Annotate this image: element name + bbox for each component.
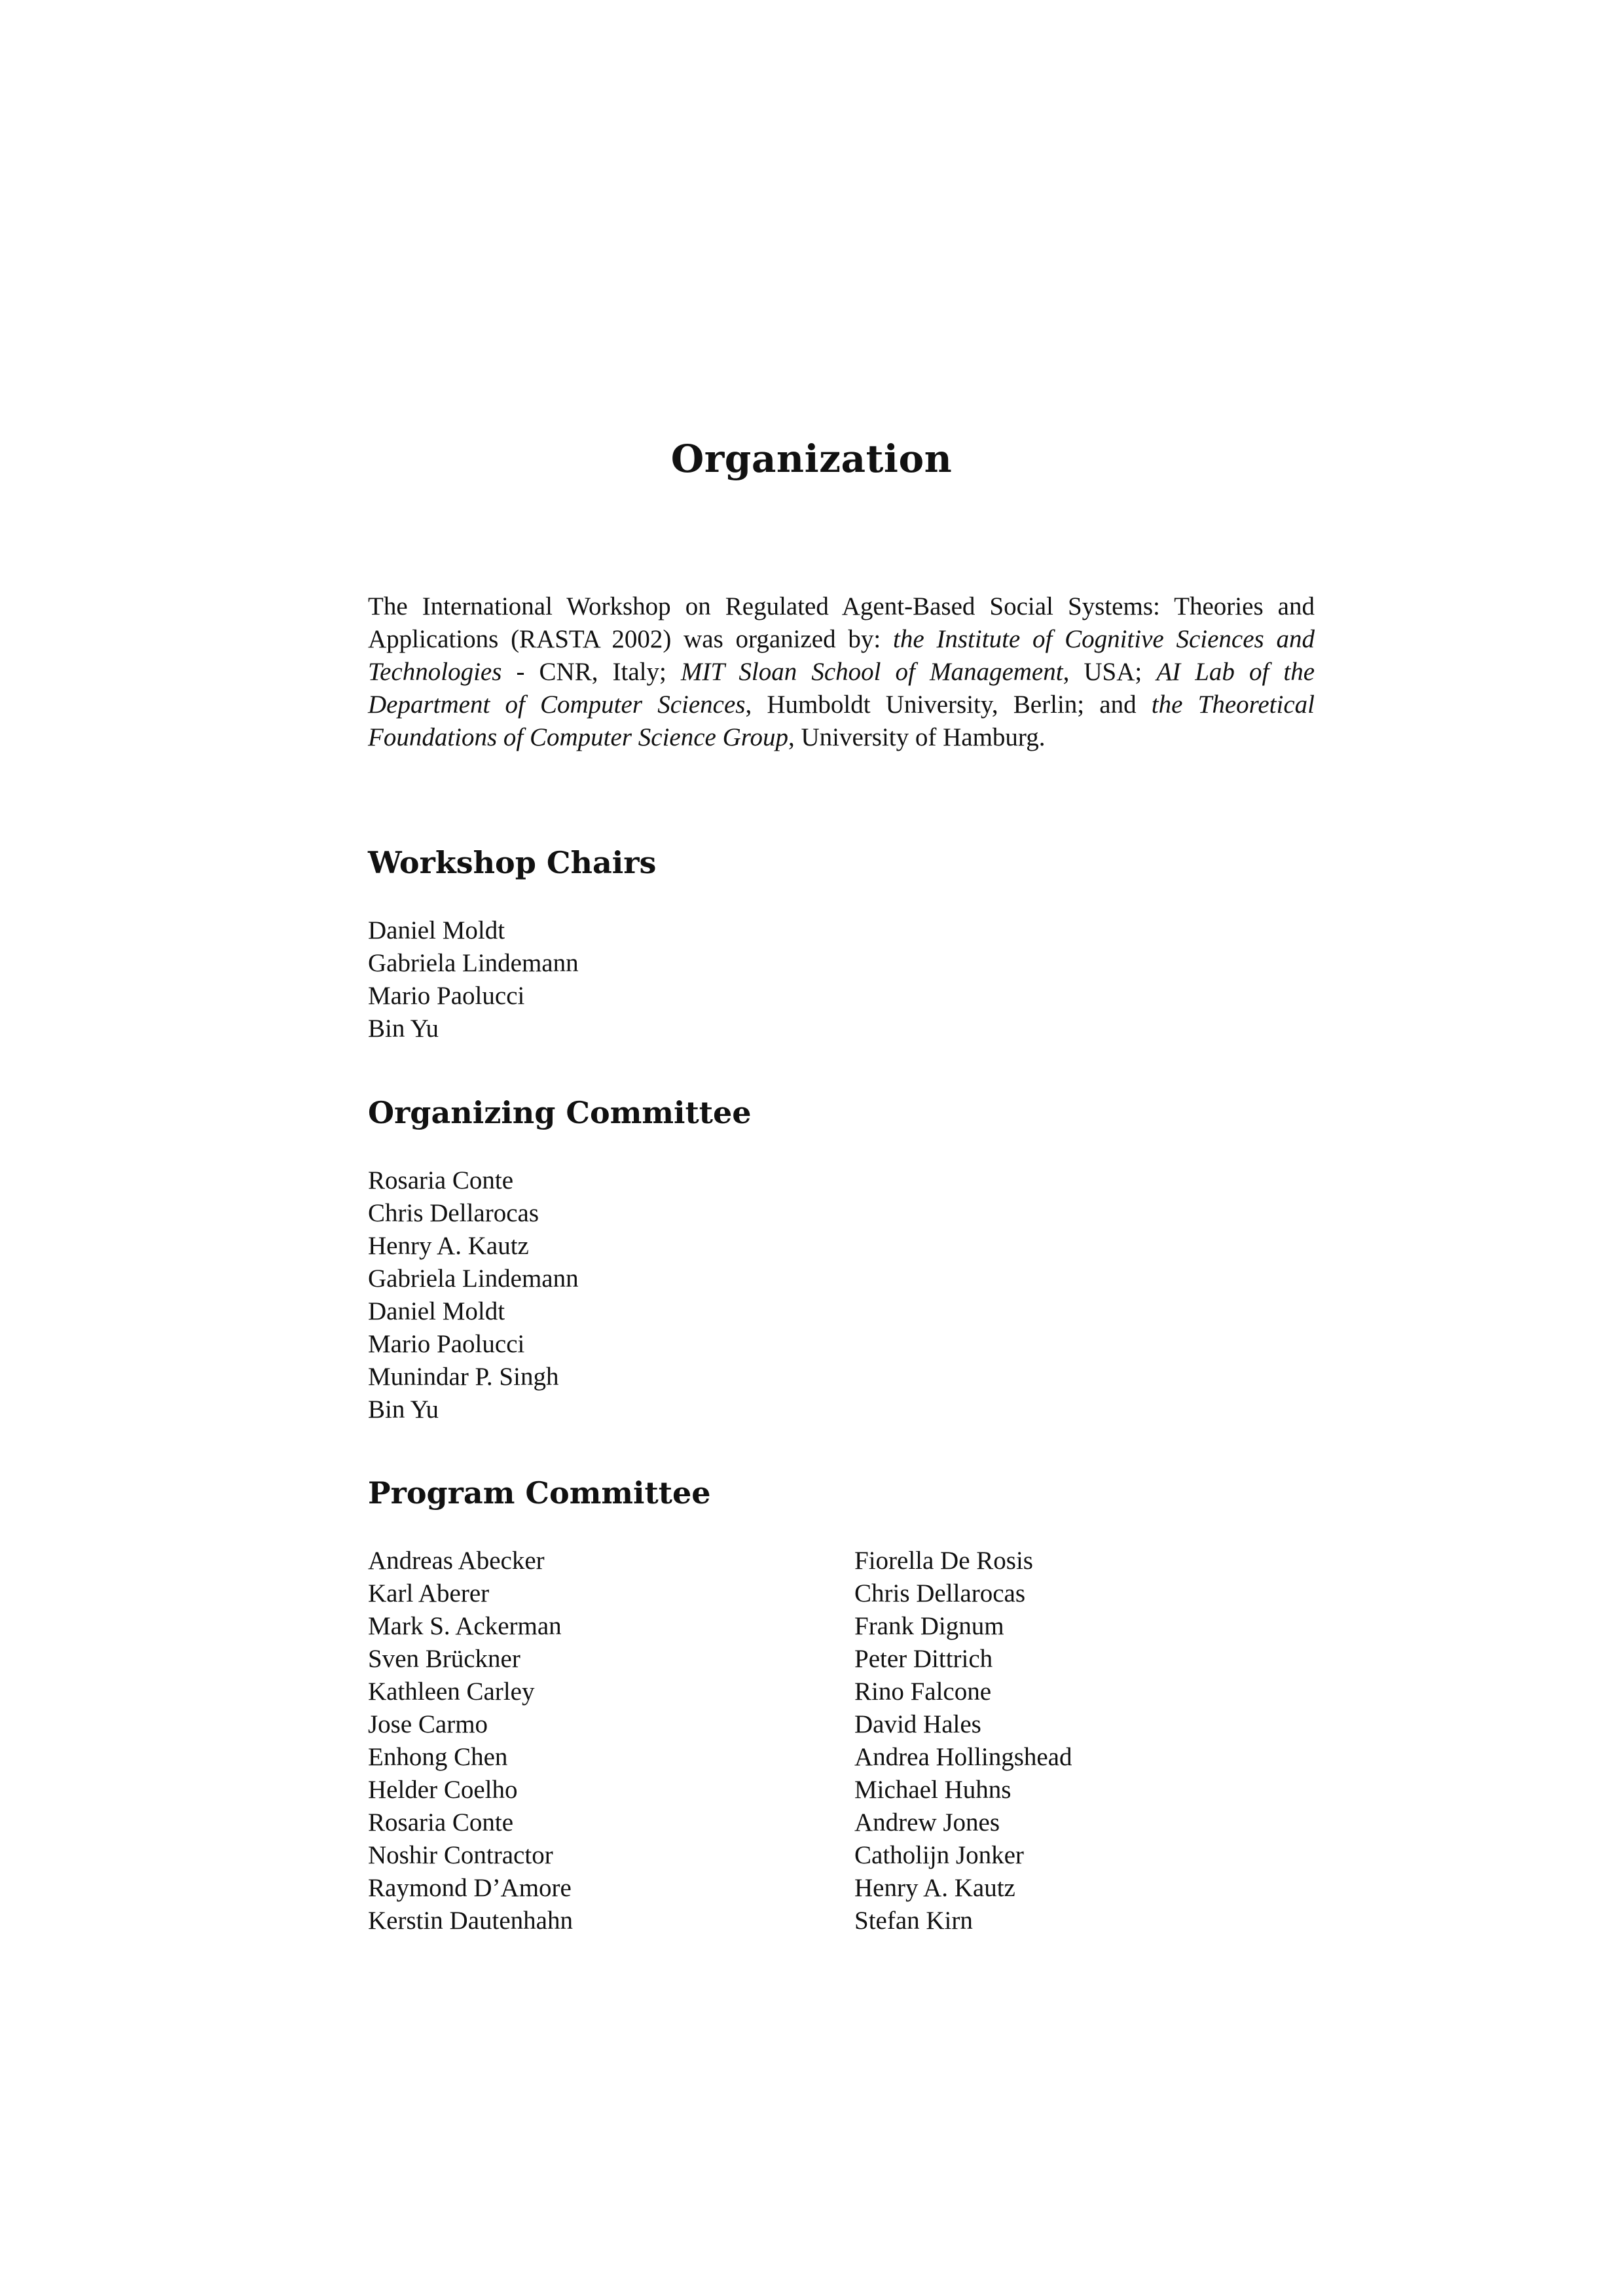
organizing-committee-list [368, 1164, 579, 1426]
intro-text-2: - CNR, Italy; [501, 658, 681, 686]
list-item: Peter Dittrich [854, 1645, 993, 1673]
organizing-committee-heading: Organizing Committee [368, 1095, 752, 1130]
intro-text-5: , University of Hamburg. [788, 723, 1046, 751]
list-item: Sven Brückner [368, 1645, 520, 1673]
workshop-chairs-heading: Workshop Chairs [368, 845, 657, 880]
intro-org-tgi: the Theoretical Foundations of Computer Science Group [368, 691, 1315, 751]
intro-text-1: The International Workshop on Regulated Agent-Based Social Systems: Theories and Applications (RASTA 2002) was organized by: [368, 592, 1315, 653]
list-item: Gabriela Lindemann [368, 1265, 579, 1293]
list-item: Helder Coelho [368, 1776, 518, 1804]
list-item: Noshir Contractor [368, 1841, 553, 1869]
workshop-chairs-list [368, 914, 579, 1045]
intro-text-4: , Humboldt University, Berlin; and [745, 691, 1152, 719]
list-item: Andreas Abecker [368, 1547, 545, 1575]
list-item: Gabriela Lindemann [368, 949, 579, 977]
program-committee-heading: Program Committee [368, 1475, 711, 1511]
list-item: Kathleen Carley [368, 1677, 535, 1706]
list-item: Bin Yu [368, 1014, 439, 1043]
list-item: Mark S. Ackerman [368, 1612, 562, 1640]
list-item: Mario Paolucci [368, 1330, 525, 1358]
intro-org-mit: MIT Sloan School of Management [680, 658, 1063, 686]
intro-paragraph [368, 590, 1315, 754]
list-item: Stefan Kirn [854, 1907, 973, 1935]
list-item: Daniel Moldt [368, 1297, 505, 1325]
list-item: Michael Huhns [854, 1776, 1012, 1804]
list-item: David Hales [854, 1710, 981, 1738]
intro-text-3: , USA; [1063, 658, 1157, 686]
list-item: Jose Carmo [368, 1710, 488, 1738]
list-item: Raymond D’Amore [368, 1874, 572, 1902]
list-item: Catholijn Jonker [854, 1841, 1024, 1869]
list-item: Henry A. Kautz [854, 1874, 1015, 1902]
list-item: Andrew Jones [854, 1808, 1000, 1837]
page-title: Organization [670, 437, 953, 481]
list-item: Rino Falcone [854, 1677, 992, 1706]
list-item: Kerstin Dautenhahn [368, 1907, 573, 1935]
list-item: Enhong Chen [368, 1743, 508, 1771]
program-committee-list-col2 [854, 1545, 1072, 1937]
list-item: Mario Paolucci [368, 982, 525, 1010]
list-item: Bin Yu [368, 1395, 439, 1424]
list-item: Rosaria Conte [368, 1808, 514, 1837]
list-item: Munindar P. Singh [368, 1363, 559, 1391]
list-item: Chris Dellarocas [368, 1199, 539, 1227]
list-item: Daniel Moldt [368, 916, 505, 944]
list-item: Chris Dellarocas [854, 1579, 1026, 1607]
list-item: Frank Dignum [854, 1612, 1004, 1640]
list-item: Andrea Hollingshead [854, 1743, 1072, 1771]
intro-org-istc: the Institute of Cognitive Sciences and Technologies [368, 625, 1315, 686]
intro-org-ailab: AI Lab of the Department of Computer Sciences [368, 658, 1315, 719]
list-item: Karl Aberer [368, 1579, 490, 1607]
list-item: Henry A. Kautz [368, 1232, 529, 1260]
list-item: Fiorella De Rosis [854, 1547, 1033, 1575]
list-item: Rosaria Conte [368, 1166, 514, 1194]
program-committee-list-col1 [368, 1545, 573, 1937]
